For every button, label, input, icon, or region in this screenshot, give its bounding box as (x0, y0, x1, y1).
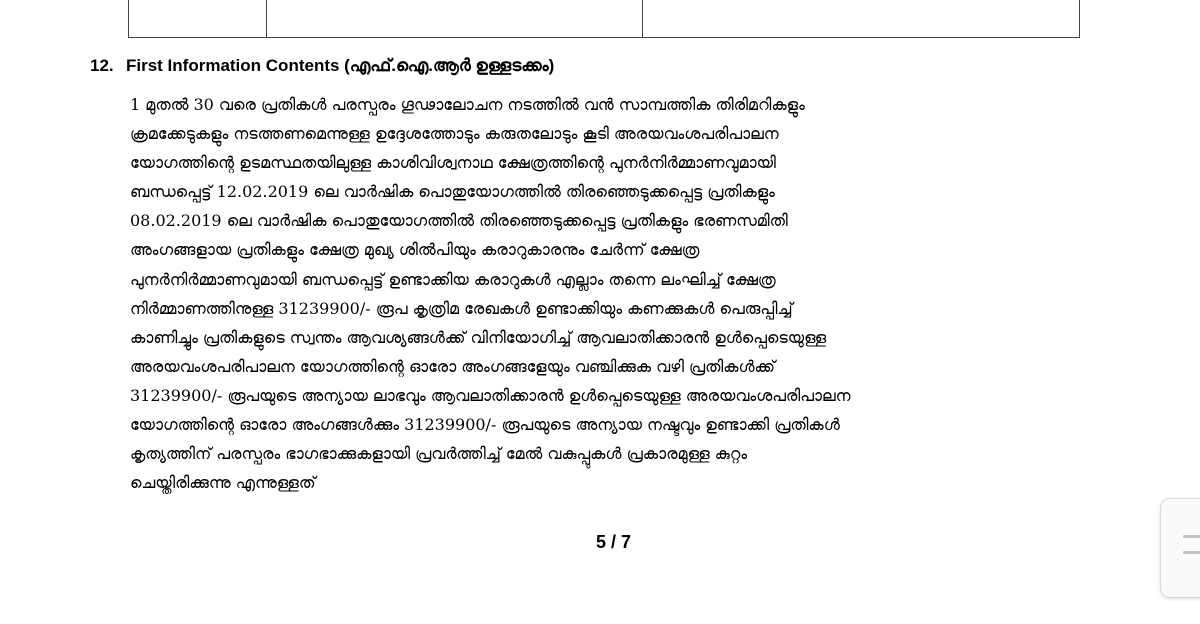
content-line: പുനർനിർമ്മാണവുമായി ബന്ധപ്പെട്ട് ഉണ്ടാക്കിയ കരാറുകൾ എല്ലാം തന്നെ ലംഘിച്ച് ക്ഷേത്ര (130, 269, 776, 289)
side-panel-handle[interactable] (1160, 498, 1200, 598)
handle-line-icon (1183, 551, 1200, 554)
previous-table-bottom (128, 0, 1080, 38)
content-line: 31239900/- രൂപയുടെ അന്യായ ലാഭവും ആവലാതിക്കാരൻ ഉൾപ്പെടെയുള്ള അരയവംശപരിപാലന (130, 385, 851, 405)
fir-contents-text (130, 90, 1070, 497)
content-line: അംഗങ്ങളായ പ്രതികളും ക്ഷേത്ര മുഖ്യ ശിൽപിയും കരാറുകാരനും ചേർന്ന് ക്ഷേത്ര (130, 240, 700, 260)
section-title: First Information Contents (എഫ്.ഐ.ആർ ഉള്ളടക്കം) (126, 56, 555, 75)
section-heading (90, 56, 554, 76)
table-column-divider (642, 0, 643, 37)
section-number: 12. (90, 56, 114, 75)
content-line: 08.02.2019 ലെ വാർഷിക പൊതുയോഗത്തിൽ തിരഞ്ഞെടുക്കപ്പെട്ട പ്രതികളും ഭരണസമിതി (130, 211, 788, 231)
content-line: നിർമ്മാണത്തിനുള്ള 31239900/- രൂപ കൃത്രിമ രേഖകൾ ഉണ്ടാക്കിയും കണക്കുകൾ പെരുപ്പിച്ച് (130, 298, 793, 318)
content-line: ബന്ധപ്പെട്ട് 12.02.2019 ലെ വാർഷിക പൊതുയോഗത്തിൽ തിരഞ്ഞെടുക്കപ്പെട്ട പ്രതികളും (130, 182, 775, 202)
content-line: അരയവംശപരിപാലന യോഗത്തിന്റെ ഓരോ അംഗങ്ങളേയും വഞ്ചിക്കുക വഴി പ്രതികൾക്ക് (130, 356, 776, 376)
content-line: 1 മുതൽ 30 വരെ പ്രതികൾ പരസ്പരം ഗൂഢാലോചന നടത്തിൽ വൻ സാമ്പത്തിക തിരിമറികളും (130, 95, 805, 114)
content-line: കൃത്യത്തിന് പരസ്പരം ഭാഗഭാക്കുകളായി പ്രവർത്തിച്ച് മേൽ വകുപ്പുകൾ പ്രകാരമുള്ള കുറ്റം (130, 444, 748, 464)
content-line: ചെയ്തിരിക്കുന്നു എന്നുള്ളത് (130, 473, 316, 493)
content-line: യോഗത്തിന്റെ ഉടമസ്ഥതയിലുള്ള കാശിവിശ്വനാഥ ക്ഷേത്രത്തിന്റെ പുനർനിർമ്മാണവുമായി (130, 153, 776, 173)
content-line: കാണിച്ചും പ്രതികളുടെ സ്വന്തം ആവശ്യങ്ങൾക്ക് വിനിയോഗിച്ച് ആവലാതിക്കാരൻ ഉൾപ്പെടെയുള്ള (130, 327, 827, 347)
content-line: ക്രമക്കേടുകളും നടത്തണമെന്നുള്ള ഉദ്ദേശത്തോടും കരുതലോടും കൂടി അരയവംശപരിപാലന (130, 124, 779, 144)
page-indicator: 5 / 7 (595, 532, 632, 552)
content-line: യോഗത്തിന്റെ ഓരോ അംഗങ്ങൾക്കും 31239900/- രൂപയുടെ അന്യായ നഷ്ടവും ഉണ്ടാക്കി പ്രതികൾ (130, 415, 840, 435)
table-column-divider (266, 0, 267, 37)
handle-line-icon (1183, 535, 1200, 538)
